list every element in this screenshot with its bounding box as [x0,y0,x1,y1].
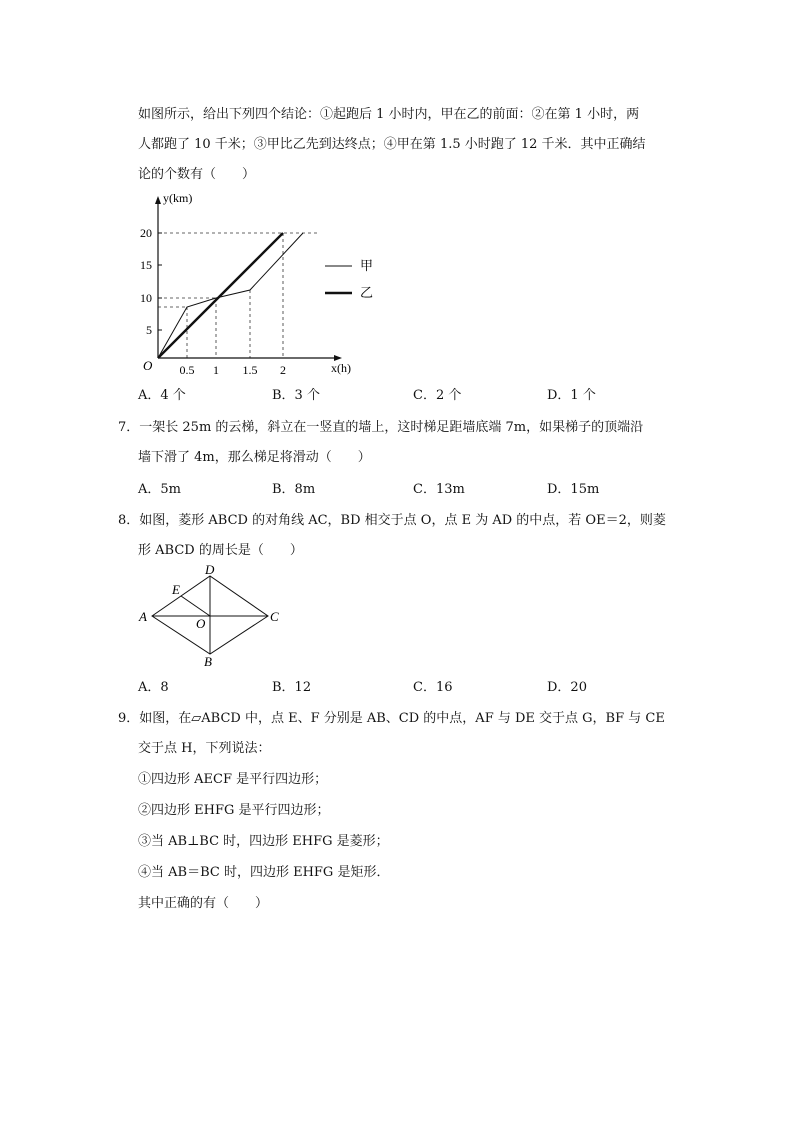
q6-option-a: A．4 个 [138,388,186,403]
q6-line-2: 人都跑了 10 千米；③甲比乙先到达终点；④甲在第 1.5 小时跑了 12 千米．其中正确结 [138,137,646,152]
label-e: E [172,582,180,597]
q8-line-1: 8．如图，菱形 ABCD 的对角线 AC，BD 相交于点 O，点 E 为 AD 的中点，若 OE＝2，则菱 [118,513,666,528]
q8-option-c: C．16 [413,680,453,695]
series-jia-line [158,233,303,358]
x-tick-1.5: 1.5 [242,363,258,377]
q8-option-b: B．12 [272,680,312,695]
q7-line-1: 7．一架长 25m 的云梯，斜立在一竖直的墙上，这时梯足距墙底端 7m，如果梯子的顶端沿 [118,420,644,435]
q7-option-c: C．13m [413,482,465,497]
label-a: A [139,609,147,624]
q9-prompt: 其中正确的有（ ） [138,896,269,911]
legend-yi-label: 乙 [360,285,374,300]
series-yi-line [158,233,283,358]
segment-oe [181,596,210,616]
q8-line-2: 形 ABCD 的周长是（ ） [138,543,303,558]
label-o: O [196,616,206,631]
origin-label: O [143,358,153,373]
q7-line-2: 墙下滑了 4m，那么梯足将滑动（ ） [138,450,371,465]
q6-option-c: C．2 个 [413,388,462,403]
label-b: B [204,654,212,669]
x-tick-1: 1 [213,363,219,377]
q6-option-b: B．3 个 [272,388,320,403]
x-tick-2: 2 [280,363,286,377]
label-c: C [270,609,279,624]
q9-statement-2: ②四边形 EHFG 是平行四边形； [138,803,330,818]
q8-option-a: A．8 [138,680,169,695]
q9-line-1: 9．如图，在▱ABCD 中，点 E、F 分别是 AB、CD 的中点，AF 与 DE 交于点 G，BF 与 CE [118,711,665,726]
legend-jia-label: 甲 [360,258,374,273]
y-tick-10: 10 [140,291,152,305]
q6-distance-time-graph [130,188,380,383]
q9-line-2: 交于点 H，下列说法： [138,741,271,756]
q6-line-3: 论的个数有（ ） [138,167,256,182]
q7-option-b: B．8m [272,482,316,497]
y-axis-arrow [155,196,161,204]
q9-statement-4: ④当 AB＝BC 时，四边形 EHFG 是矩形． [138,865,390,880]
q9-statement-1: ①四边形 AECF 是平行四边形； [138,772,328,787]
y-tick-5: 5 [146,323,152,337]
q6-option-d: D．1 个 [547,388,596,403]
q8-option-d: D．20 [547,680,587,695]
x-axis-label: x(h) [331,361,351,375]
x-tick-0.5: 0.5 [179,363,195,377]
label-d: D [205,562,215,577]
y-axis-label: y(km) [163,191,193,205]
q6-line-1: 如图所示，给出下列四个结论：①起跑后 1 小时内，甲在乙的前面：②在第 1 小时，两 [138,107,640,122]
y-tick-20: 20 [140,226,152,240]
q7-option-d: D．15m [547,482,600,497]
q7-option-a: A．5m [138,482,181,497]
q9-statement-3: ③当 AB⊥BC 时，四边形 EHFG 是菱形； [138,834,389,849]
y-tick-15: 15 [140,258,152,272]
q8-rhombus-figure [130,562,290,672]
